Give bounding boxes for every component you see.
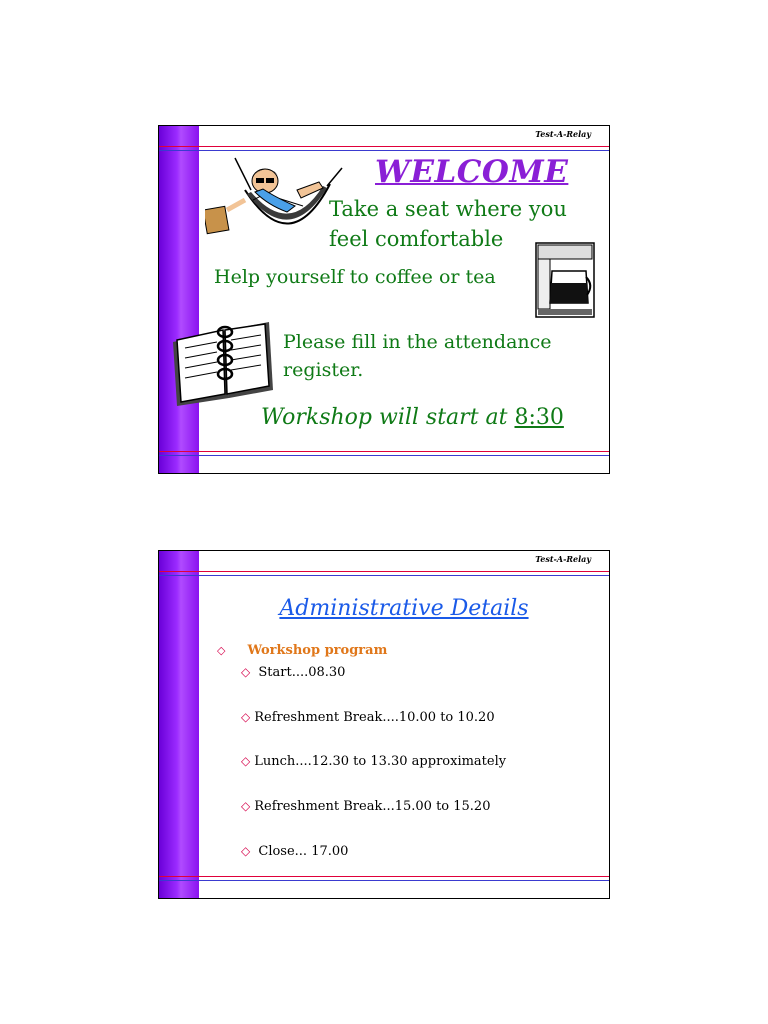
start-time: 8:30 <box>514 405 564 430</box>
workshop-program-heading <box>217 643 387 658</box>
coffee-maker-icon <box>534 241 596 319</box>
start-label: Workshop will start at <box>261 405 515 430</box>
slide-header-tag: Test-A-Relay <box>535 554 591 564</box>
schedule-item <box>241 754 506 769</box>
welcome-title: WELCOME <box>375 154 569 190</box>
diamond-bullet-icon: ◇ <box>241 710 251 724</box>
diamond-bullet-icon: ◇ <box>241 754 251 768</box>
bottom-rule-red <box>159 451 609 452</box>
slide-header-tag: Test-A-Relay <box>535 129 591 139</box>
schedule-item-text: Lunch....12.30 to 13.30 approximately <box>254 754 507 769</box>
schedule-item <box>241 710 495 725</box>
bottom-rule-blue <box>159 880 609 881</box>
diamond-bullet-icon: ◇ <box>241 799 251 813</box>
schedule-item-text: Start....08.30 <box>258 665 346 680</box>
bottom-rule-blue <box>159 455 609 456</box>
bottom-rule-red <box>159 876 609 877</box>
register-text: Please fill in the attendance register. <box>283 331 552 381</box>
admin-details-title: Administrative Details <box>279 596 529 621</box>
open-book-icon <box>167 318 277 410</box>
seat-text: Take a seat where you feel comfortable <box>329 197 567 251</box>
start-time-text <box>261 405 564 430</box>
top-rule-red <box>159 571 609 572</box>
schedule-item <box>241 665 345 680</box>
diamond-bullet-icon: ◇ <box>241 844 251 858</box>
schedule-item <box>241 844 348 859</box>
coffee-text: Help yourself to coffee or tea <box>214 266 496 288</box>
program-label: Workshop program <box>247 643 388 658</box>
schedule-item-text: Close... 17.00 <box>258 844 349 859</box>
schedule-item-text: Refreshment Break....10.00 to 10.20 <box>254 710 495 725</box>
top-rule-red <box>159 146 609 147</box>
admin-details-slide <box>158 550 610 899</box>
schedule-item <box>241 799 490 814</box>
top-rule-blue <box>159 575 609 576</box>
schedule-item-text: Refreshment Break...15.00 to 15.20 <box>254 799 491 814</box>
diamond-bullet-icon: ◇ <box>241 665 251 679</box>
diamond-bullet-icon: ◇ <box>217 644 226 657</box>
welcome-slide <box>158 125 610 474</box>
slide-sidebar <box>159 126 199 473</box>
